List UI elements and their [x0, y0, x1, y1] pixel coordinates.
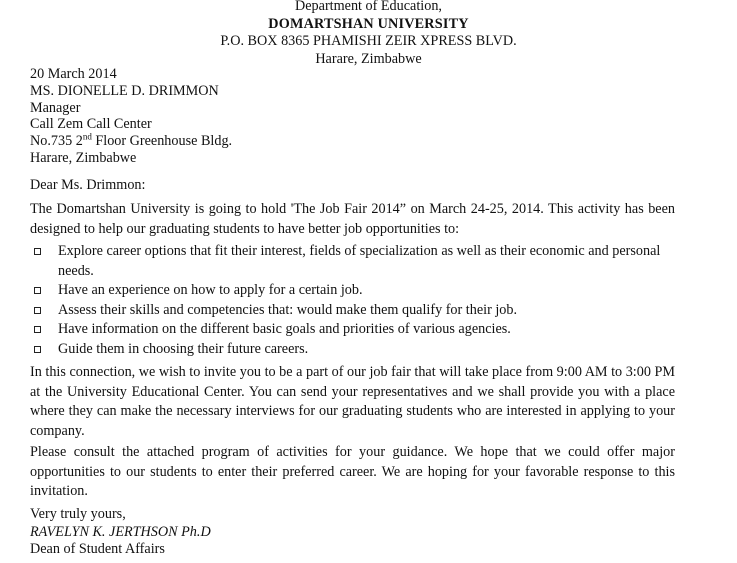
- letter-date: 20 March 2014: [30, 66, 117, 82]
- list-item-text: Have information on the different basic goals and priorities of various agencies.: [58, 321, 511, 338]
- recipient-name: MS. DIONELLE D. DRIMMON: [30, 82, 219, 99]
- street-ordinal: nd: [82, 131, 92, 142]
- list-item-text: Assess their skills and competencies that: would make them qualify for their job.: [58, 301, 518, 318]
- checkbox-bullet-icon: [34, 248, 41, 255]
- letterhead: [0, 0, 737, 68]
- list-item: [30, 301, 675, 321]
- recipient-title: Manager: [30, 99, 81, 116]
- street-floor: Floor Greenhouse Bldg.: [91, 133, 233, 150]
- university-name: DOMARTSHAN UNIVERSITY: [268, 15, 469, 32]
- body-paragraph-2: In this connection, we wish to invite you to be a part of our job fair that will take place from 9:00 AM to 3:00 PM at the University Educational Center. You can send your representatives and we shall provide you with a place where they can make the necessary interviews for our graduating students who are interested in applying to your company.: [30, 364, 675, 439]
- university-address: P.O. BOX 8365 PHAMISHI ZEIR XPRESS BLVD.: [220, 33, 517, 49]
- recipient-street: [30, 133, 675, 150]
- checkbox-bullet-icon: [34, 307, 41, 314]
- list-item: [30, 281, 675, 301]
- body-paragraph-3: Please consult the attached program of activities for your guidance. We hope that we could offer major opportunities to our students to enter their preferred career. We are hoping for your favorable response to this invitation.: [30, 444, 675, 500]
- valediction: Very truly yours,: [30, 506, 126, 522]
- list-item: [30, 320, 675, 340]
- recipient-company: Call Zem Call Center: [30, 116, 152, 133]
- body-paragraph-1: The Domartshan University is going to hold 'The Job Fair 2014” on March 24-25, 2014. This activity has been designed to help our graduating students to have better job opportunities to:: [30, 201, 675, 237]
- signatory-name: RAVELYN K. JERTHSON Ph.D: [30, 523, 211, 540]
- street-number: No.735 2: [30, 133, 83, 150]
- list-item: [30, 242, 675, 281]
- department-line: Department of Education,: [295, 0, 442, 14]
- recipient-city: Harare, Zimbabwe: [30, 149, 137, 166]
- list-item-text: Explore career options that fit their interest, fields of specialization as well as their economic and personal needs.: [58, 243, 661, 279]
- list-item-text: Have an experience on how to apply for a certain job.: [58, 282, 363, 299]
- salutation: Dear Ms. Drimmon:: [30, 177, 146, 193]
- list-item: [30, 340, 675, 360]
- university-city: Harare, Zimbabwe: [315, 50, 422, 67]
- closing-block: [30, 506, 675, 559]
- opportunity-list: [30, 242, 675, 360]
- list-item-text: Guide them in choosing their future careers.: [58, 340, 309, 357]
- checkbox-bullet-icon: [34, 346, 41, 353]
- checkbox-bullet-icon: [34, 287, 41, 294]
- signatory-position: Dean of Student Affairs: [30, 541, 165, 557]
- checkbox-bullet-icon: [34, 326, 41, 333]
- recipient-block: [30, 66, 675, 167]
